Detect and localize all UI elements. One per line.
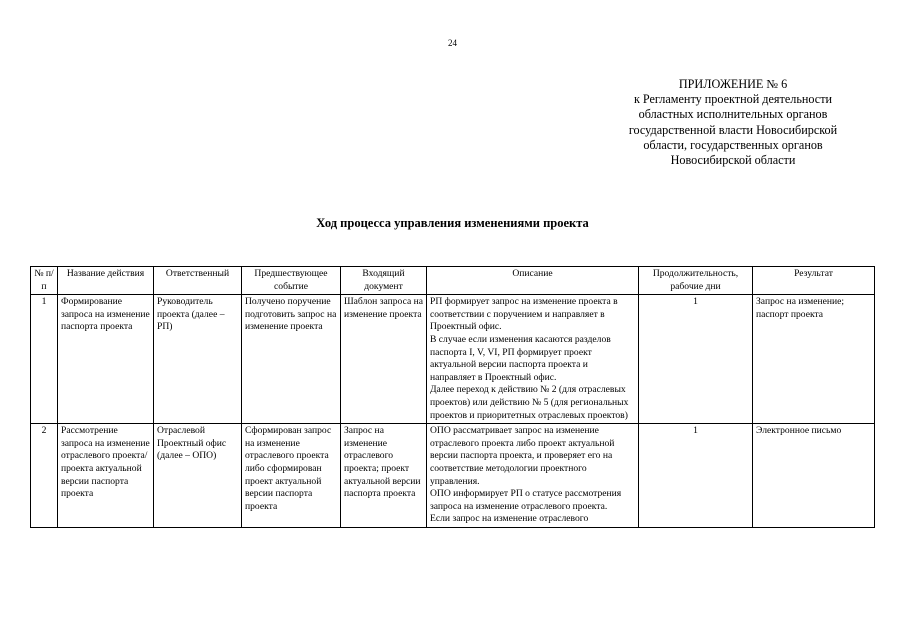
table-header-row bbox=[31, 267, 875, 295]
header-name: Название действия bbox=[58, 267, 154, 295]
cell-responsible: Руководитель проекта (далее – РП) bbox=[154, 295, 242, 424]
appendix-line: к Регламенту проектной деятельности bbox=[633, 92, 833, 107]
cell-responsible: Отраслевой Проектный офис (далее – ОПО) bbox=[154, 424, 242, 528]
cell-description bbox=[427, 295, 639, 424]
cell-input-doc: Запрос на изменение отраслевого проекта; проект актуальной версии паспорта проекта bbox=[341, 424, 427, 528]
cell-num: 2 bbox=[31, 424, 58, 528]
table-row bbox=[31, 295, 875, 424]
appendix-header bbox=[596, 77, 870, 168]
description-paragraph: ОПО рассматривает запрос на изменение отраслевого проекта либо проект актуальной версии паспорта проекта, и проверяет его на соответствие методологии проектного управления. bbox=[430, 425, 615, 487]
process-table bbox=[30, 266, 875, 528]
header-result: Результат bbox=[753, 267, 875, 295]
cell-result: Электронное письмо bbox=[753, 424, 875, 528]
description-paragraph: ОПО информирует РП о статусе рассмотрения запроса на изменение отраслевого проекта. bbox=[430, 488, 622, 512]
cell-name: Формирование запроса на изменение паспорта проекта bbox=[58, 295, 154, 424]
cell-input-doc: Шаблон запроса на изменение проекта bbox=[341, 295, 427, 424]
appendix-line: ПРИЛОЖЕНИЕ № 6 bbox=[678, 77, 788, 91]
appendix-line: Новосибирской области bbox=[670, 153, 796, 168]
document-title: Ход процесса управления изменениями проекта bbox=[316, 216, 589, 230]
header-prev-event: Предшествующее событие bbox=[242, 267, 341, 295]
header-responsible: Ответственный bbox=[154, 267, 242, 295]
cell-num: 1 bbox=[31, 295, 58, 424]
page-number: 24 bbox=[448, 38, 457, 48]
cell-duration: 1 bbox=[639, 295, 753, 424]
appendix-line: области, государственных органов bbox=[643, 137, 823, 152]
header-num: № п/п bbox=[31, 267, 58, 295]
description-paragraph: В случае если изменения касаются разделов паспорта I, V, VI, РП формирует проект актуальной версии паспорта проекта и направляет в Проектный офис. bbox=[430, 333, 611, 383]
description-paragraph: РП формирует запрос на изменение проекта в соответствии с поручением и направляет в Проектный офис. bbox=[430, 296, 618, 333]
appendix-line: областных исполнительных органов bbox=[638, 107, 828, 122]
cell-description bbox=[427, 424, 639, 528]
header-input-doc: Входящий документ bbox=[341, 267, 427, 295]
table-row bbox=[31, 424, 875, 528]
appendix-line: государственной власти Новосибирской bbox=[628, 122, 838, 137]
cell-duration: 1 bbox=[639, 424, 753, 528]
cell-prev-event: Сформирован запрос на изменение отраслевого проекта либо сформирован проект актуальной версии паспорта проекта bbox=[242, 424, 341, 528]
header-duration: Продолжительность, рабочие дни bbox=[639, 267, 753, 295]
cell-result: Запрос на изменение; паспорт проекта bbox=[753, 295, 875, 424]
description-paragraph: Далее переход к действию № 2 (для отраслевых проектов) или действию № 5 (для региональных проектов и приоритетных отраслевых проектов) bbox=[430, 384, 629, 421]
description-paragraph: Если запрос на изменение отраслевого bbox=[430, 513, 589, 525]
cell-prev-event: Получено поручение подготовить запрос на изменение проекта bbox=[242, 295, 341, 424]
header-description: Описание bbox=[427, 267, 639, 295]
cell-name: Рассмотрение запроса на изменение отраслевого проекта/проекта актуальной версии паспорта проекта bbox=[58, 424, 154, 528]
